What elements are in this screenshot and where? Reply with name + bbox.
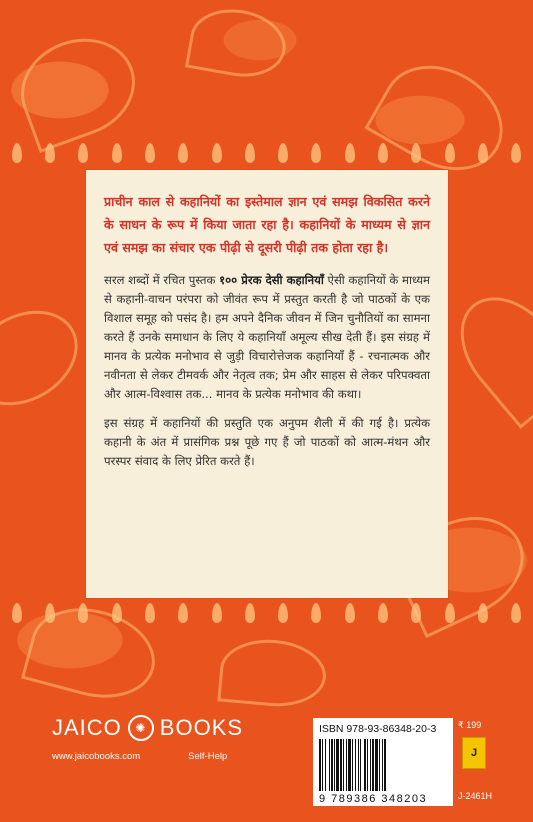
decorative-drop-row-bottom <box>0 603 533 627</box>
publisher-name-right: BOOKS <box>159 715 244 740</box>
book-category: Self-Help <box>188 751 228 762</box>
publisher-website: www.jaicobooks.com <box>52 751 141 762</box>
price: ₹ 199 <box>458 720 482 730</box>
publisher-block <box>52 715 243 762</box>
blurb-panel <box>86 170 448 598</box>
price-block <box>458 720 518 801</box>
decorative-drop-row-top <box>0 143 533 167</box>
publisher-name-left: JAICO <box>52 715 122 740</box>
paisley-motif <box>185 2 291 84</box>
publisher-logo <box>52 715 243 741</box>
description-rest: ऐसी कहानियों के माध्यम से कहानी-वाचन परंपरा को जीवंत रूप में प्रस्तुत करती है जो पाठकों के एक विशाल समूह को पसंद है। हम अपने दैनिक जीवन में जिन चुनौतियों का सामना करते हैं उनके समाधान के लिए ये कहानियाँ अमूल्य सीख देती हैं। इस संग्रह में मानव के प्रत्येक मनोभाव से जुड़ी विचारोत्तेजक कहानियाँ हैं - रचनात्मक और नवीनता से लेकर टीमवर्क और नेतृत्व तक; प्रेम और साहस से लेकर परिपक्वता और आत्म-विश्वास तक... मानव के प्रत्येक मनोभाव की कथा। <box>104 273 430 401</box>
jaico-sticker-icon: J <box>462 737 486 769</box>
publisher-emblem-icon: ✺ <box>128 715 154 741</box>
paisley-motif <box>0 292 95 424</box>
barcode-stripe <box>384 739 386 791</box>
book-title-inline: १०० प्रेरक देसी कहानियाँ <box>219 273 324 287</box>
paisley-motif <box>217 636 328 711</box>
paisley-motif <box>7 23 149 153</box>
lead-paragraph: प्राचीन काल से कहानियों का इस्तेमाल ज्ञान एवं समझ विकसित करने के साधन के रूप में किया जाता रहा है। कहानियों के माध्यम से ज्ञान एवं समझ का संचार एक पीढ़ी से दूसरी पीढ़ी तक होता रहा है। <box>104 194 430 255</box>
barcode <box>319 739 447 791</box>
style-paragraph: इस संग्रह में कहानियों की प्रस्तुति एक अनुपम शैली में की गई है। प्रत्येक कहानी के अंत में प्रासंगिक प्रश्न पूछे गए हैं जो पाठकों को आत्म-मंथन और परस्पर संवाद के लिए प्रेरित करते हैं। <box>104 416 430 468</box>
description-paragraph <box>104 271 430 404</box>
catalog-code: J-2461H <box>458 791 493 801</box>
isbn-label: ISBN 978-93-86348-20-3 <box>319 723 437 735</box>
paisley-motif <box>440 277 533 429</box>
description-intro: सरल शब्दों में रचित पुस्तक <box>104 273 220 287</box>
barcode-number: 9 789386 348203 <box>319 793 428 805</box>
barcode-box <box>313 718 453 806</box>
